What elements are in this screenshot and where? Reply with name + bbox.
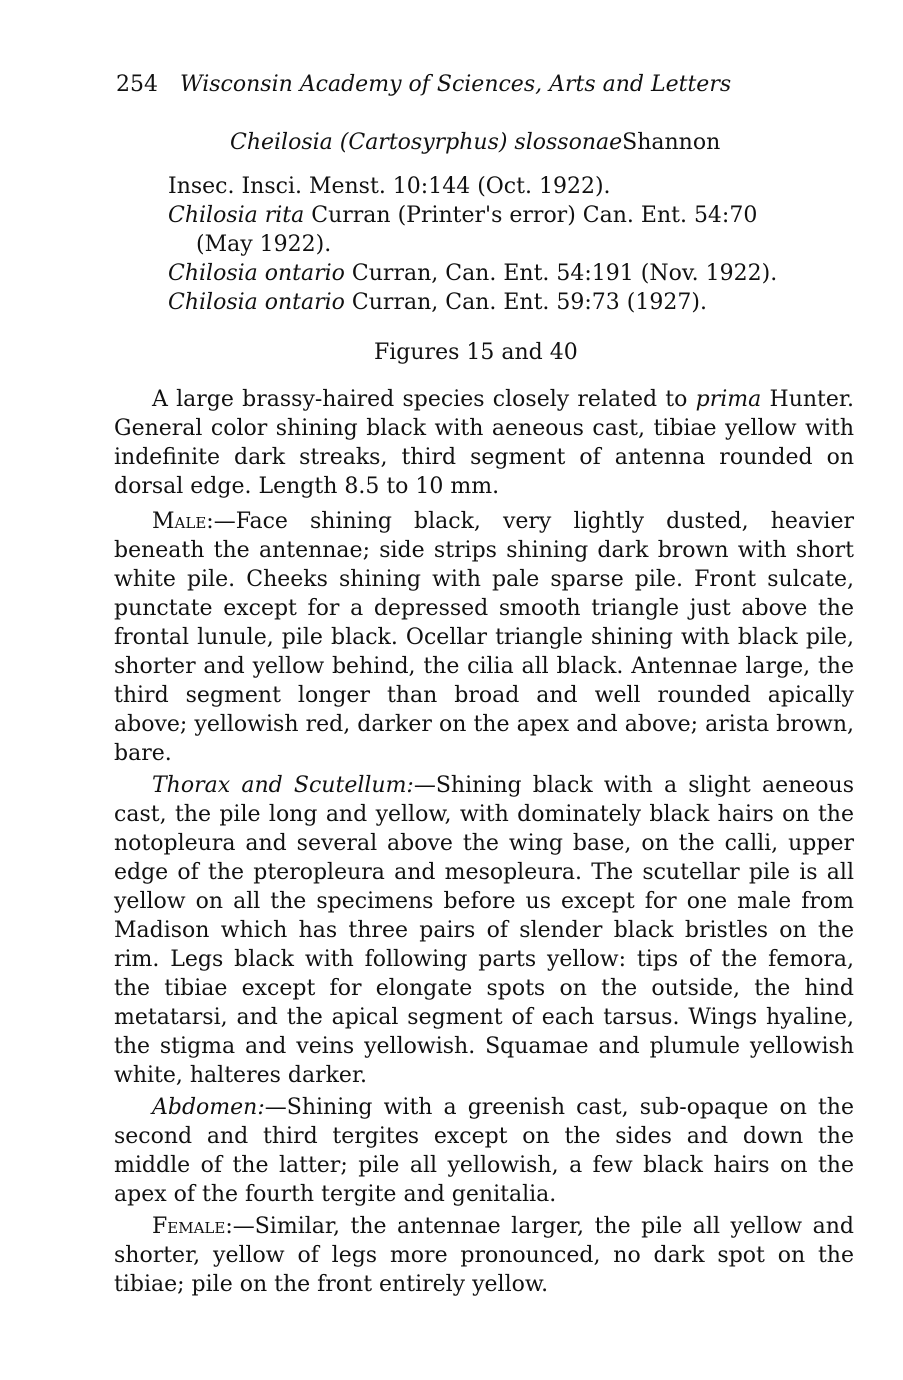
synonym-line — [168, 261, 777, 286]
abdomen-paragraph — [114, 1093, 854, 1209]
citation-text: Curran, Can. Ent. 59:73 (1927). — [344, 290, 707, 315]
intro-emphasis: prima — [695, 387, 762, 412]
intro-paragraph — [114, 385, 854, 501]
male-label: Male: — [152, 509, 214, 534]
synonym-name: Chilosia ontario — [168, 261, 345, 286]
figures-caption: Figures 15 and 40 — [374, 340, 578, 365]
thorax-label: Thorax and Scutellum: — [152, 773, 414, 798]
running-head — [116, 72, 731, 97]
synonym-line — [168, 290, 707, 315]
female-paragraph — [114, 1212, 854, 1299]
male-text: —Face shining black, very lightly dusted, heavier beneath the antennae; side strips shining dark brown with short white pile. Cheeks shining with pale sparse pile. Front sulcate, punctate except for a depressed smooth triangle just above the frontal lunule, pile black. Ocellar triangle shining with black pile, shorter and yellow behind, the cilia all black. Antennae large, the third segment longer than broad and well rounded apically above; yellowish red, darker on the apex and above; arista brown, bare. — [114, 509, 854, 766]
species-name: Cheilosia (Cartosyrphus) slossonae — [230, 130, 623, 155]
citation-text: Curran (Printer's error) Can. Ent. 54:70 — [304, 203, 758, 228]
female-label: Female: — [152, 1214, 233, 1239]
synonym-continuation — [196, 232, 331, 257]
journal-title: Wisconsin Academy of Sciences, Arts and Letters — [180, 72, 732, 97]
male-paragraph — [114, 507, 854, 768]
citation-text: Curran, Can. Ent. 54:191 (Nov. 1922). — [344, 261, 778, 286]
abdomen-text: —Shining with a greenish cast, sub-opaque on the second and third tergites except on the sides and down the middle of the latter; pile all yellowish, a few black hairs on the apex of the fourth tergite and genitalia. — [114, 1095, 854, 1207]
synonym-name: Chilosia rita — [168, 203, 305, 228]
species-author: Shannon — [622, 130, 721, 155]
intro-text: A large brassy-haired species closely related to — [152, 387, 696, 412]
synonym-line — [168, 174, 611, 199]
thorax-paragraph — [114, 771, 854, 1090]
intro-text-continued: Hunter. General color shining black with aeneous cast, tibiae yellow with indefinite dark streaks, third segment of antenna rounded on dorsal edge. Length 8.5 to 10 mm. — [114, 387, 854, 499]
page-number: 254 — [116, 72, 158, 97]
abdomen-label: Abdomen: — [152, 1095, 265, 1120]
synonym-name: Chilosia ontario — [168, 290, 345, 315]
citation-text: Insec. Insci. Menst. 10:144 (Oct. 1922). — [168, 174, 611, 199]
thorax-text: —Shining black with a slight aeneous cast, the pile long and yellow, with dominately black hairs on the notopleura and several above the wing base, on the calli, upper edge of the pteropleura and mesopleura. The scutellar pile is all yellow on all the specimens before us except for one male from Madison which has three pairs of slender black bristles on the rim. Legs black with following parts yellow: tips of the femora, the tibiae except for elongate spots on the outside, the hind metatarsi, and the apical segment of each tarsus. Wings hyaline, the stigma and veins yellowish. Squamae and plumule yellowish white, halteres darker. — [114, 773, 854, 1088]
female-text: —Similar, the antennae larger, the pile all yellow and shorter, yellow of legs more pronounced, no dark spot on the tibiae; pile on the front entirely yellow. — [114, 1214, 854, 1297]
citation-text: (May 1922). — [196, 232, 332, 257]
synonym-line — [168, 203, 757, 228]
species-title — [230, 130, 720, 155]
